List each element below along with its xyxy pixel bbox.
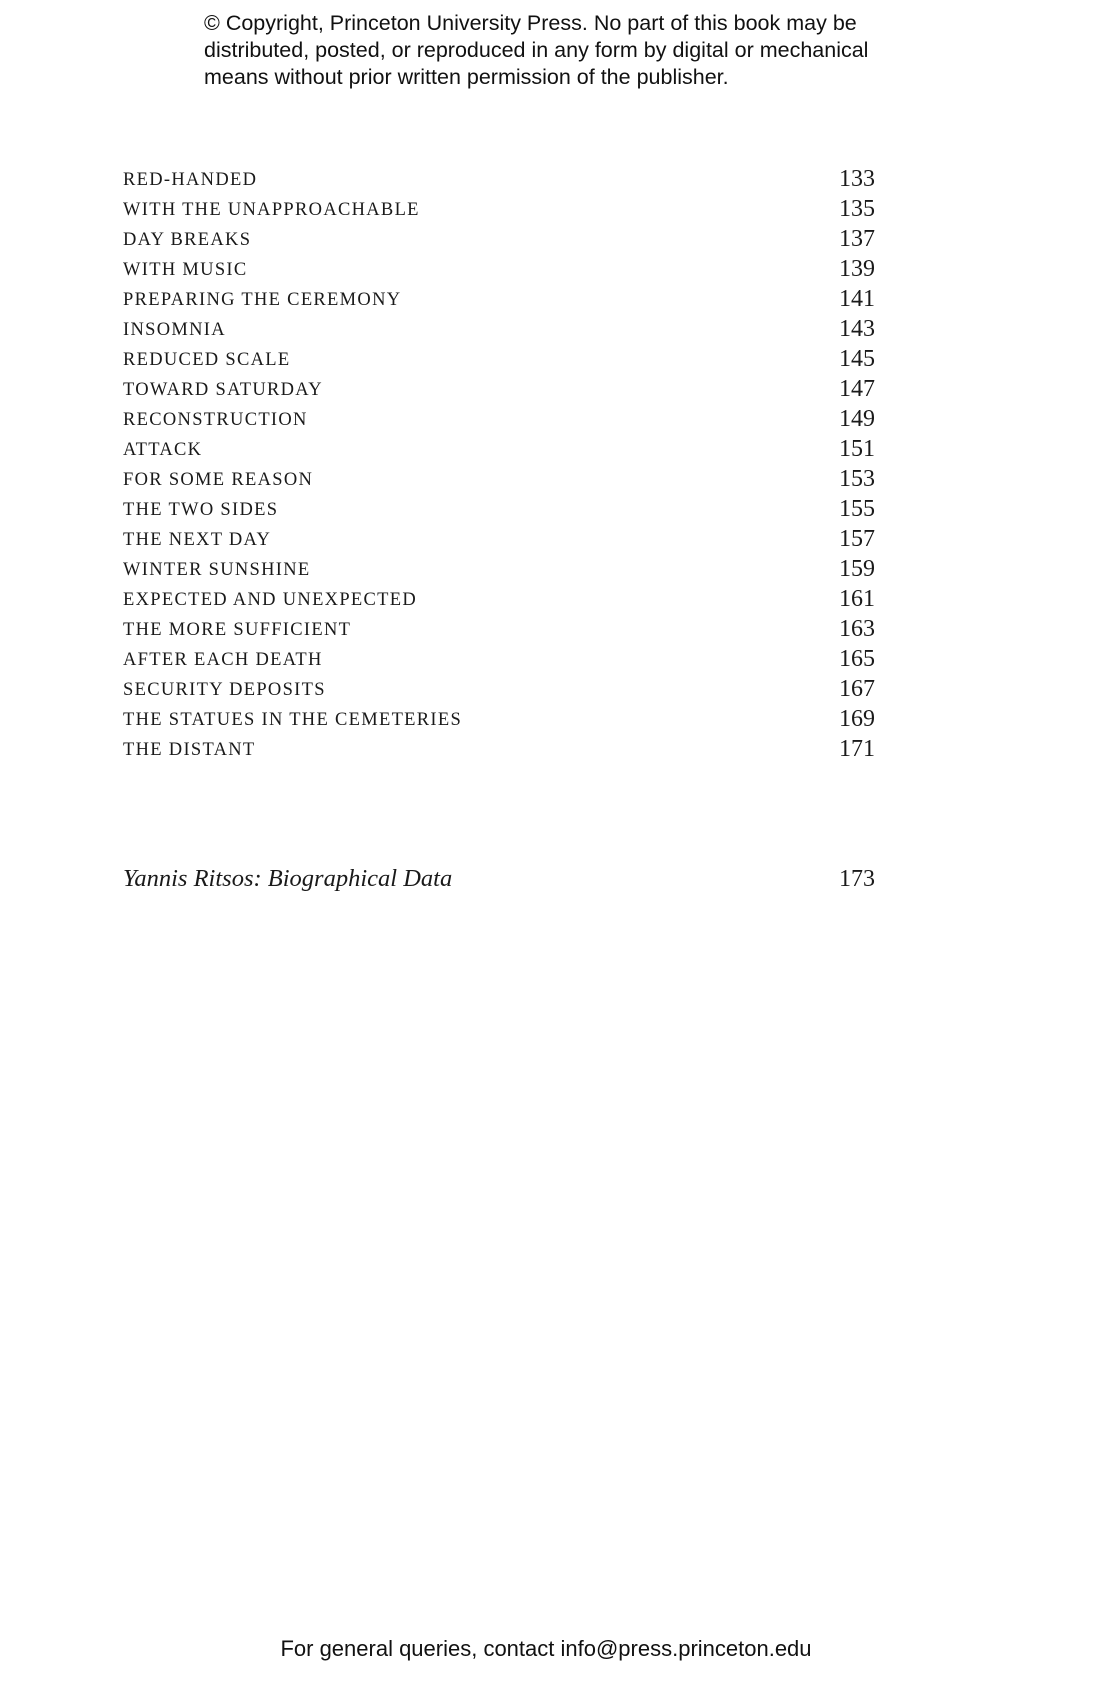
toc-entry-page: 159 [839,556,875,582]
toc-entry [0,678,1100,708]
toc-entry-page: 133 [839,166,875,192]
toc-entry-title: Yannis Ritsos: Biographical Data [123,865,453,892]
toc-entry [0,528,1100,558]
toc-entry [0,468,1100,498]
footer-contact [0,1636,1100,1662]
toc-entry-title: THE NEXT DAY [123,530,272,550]
toc-entry-title: DAY BREAKS [123,230,252,250]
copyright-line: © Copyright, Princeton University Press. No part of this book may be [204,11,857,35]
toc-entry-title: RECONSTRUCTION [123,410,308,430]
toc-entry-page: 141 [839,286,875,312]
copyright-notice [204,10,924,91]
toc-entry-title: THE DISTANT [123,740,256,760]
toc-entry-title: SECURITY DEPOSITS [123,680,326,700]
toc-entry [0,558,1100,588]
toc-entry [0,738,1100,768]
footer-text: For general queries, contact info@press.princeton.edu [280,1636,812,1661]
toc-entry-page: 169 [839,706,875,732]
toc-entry-biography [0,864,1100,900]
toc-entry-page: 143 [839,316,875,342]
toc-entry-page: 147 [839,376,875,402]
toc-entry-page: 165 [839,646,875,672]
toc-entry-title: WITH THE UNAPPROACHABLE [123,200,420,220]
toc-entry [0,258,1100,288]
toc-entry-title: EXPECTED AND UNEXPECTED [123,590,418,610]
toc-entry-title: AFTER EACH DEATH [123,650,323,670]
toc-entry-title: WINTER SUNSHINE [123,560,311,580]
toc-entry-page: 173 [839,866,875,892]
toc-entry-page: 153 [839,466,875,492]
toc-entry-page: 149 [839,406,875,432]
toc-entry-page: 157 [839,526,875,552]
toc-entry-title: RED-HANDED [123,170,258,190]
toc-entry-page: 151 [839,436,875,462]
toc-entry-title: WITH MUSIC [123,260,248,280]
toc-entry-page: 155 [839,496,875,522]
toc-entry-page: 161 [839,586,875,612]
toc-entry [0,438,1100,468]
copyright-line: distributed, posted, or reproduced in any form by digital or mechanical [204,38,869,62]
toc-entry-page: 145 [839,346,875,372]
toc-entry-title: FOR SOME REASON [123,470,314,490]
toc-entry [0,648,1100,678]
toc-entry-page: 167 [839,676,875,702]
toc-entry [0,318,1100,348]
toc-entry-title: THE MORE SUFFICIENT [123,620,352,640]
toc-entry-title: THE TWO SIDES [123,500,279,520]
toc-entry [0,588,1100,618]
copyright-line: means without prior written permission of the publisher. [204,65,729,89]
toc-entry-page: 139 [839,256,875,282]
toc-entry-title: REDUCED SCALE [123,350,291,370]
toc-entry-title: THE STATUES IN THE CEMETERIES [123,710,463,730]
toc-entry-page: 137 [839,226,875,252]
toc-entry [0,708,1100,738]
toc-entry [0,168,1100,198]
toc-entry-page: 135 [839,196,875,222]
toc-entry [0,408,1100,438]
toc-entry-title: INSOMNIA [123,320,226,340]
toc-entry-title: ATTACK [123,440,203,460]
toc-entry [0,348,1100,378]
toc-entry [0,228,1100,258]
toc-entry [0,288,1100,318]
toc-entry [0,378,1100,408]
toc-entry [0,198,1100,228]
toc-entry-page: 163 [839,616,875,642]
toc-entry-page: 171 [839,736,875,762]
toc-entry-title: TOWARD SATURDAY [123,380,323,400]
toc-entry [0,618,1100,648]
toc-entry [0,498,1100,528]
toc-entry-title: PREPARING THE CEREMONY [123,290,402,310]
